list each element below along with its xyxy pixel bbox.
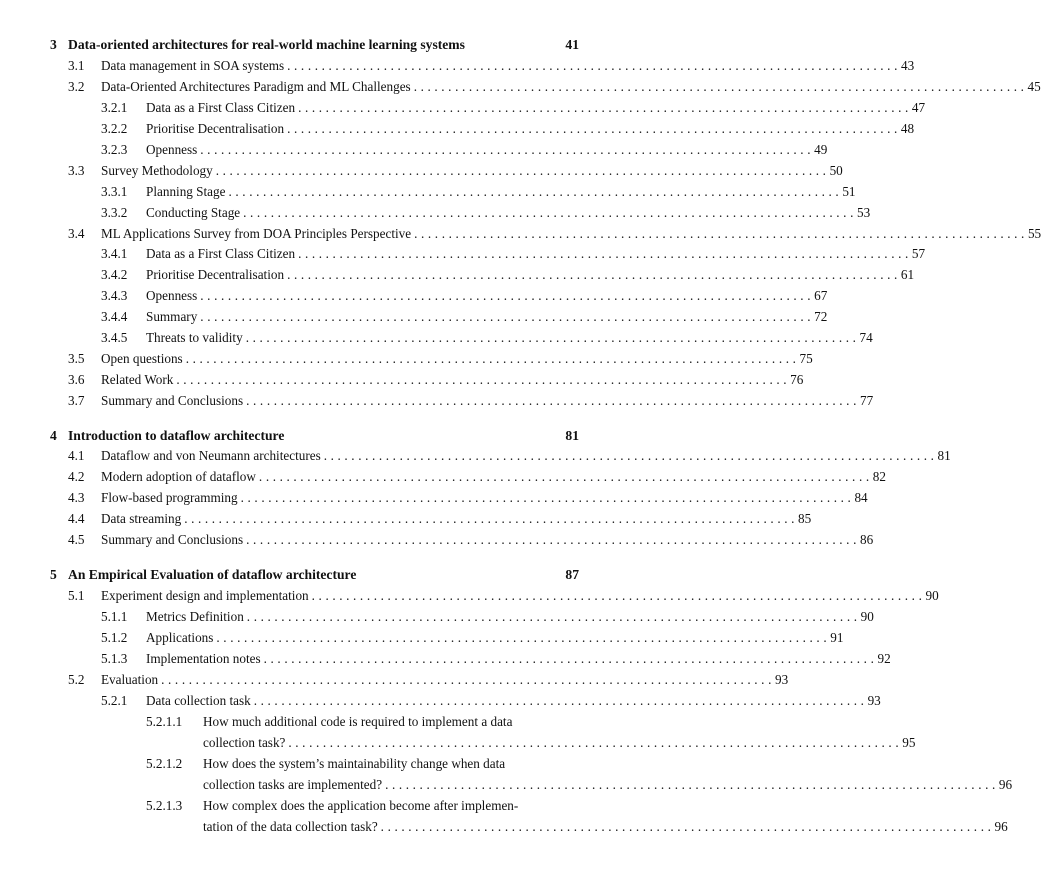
toc-entry[interactable] — [68, 510, 812, 528]
dot-leader: ......................................................................................... — [287, 121, 901, 136]
toc-page: 87 — [565, 567, 579, 582]
toc-number: 3.2.3 — [101, 142, 128, 157]
toc-title: Summary and Conclusions — [101, 531, 246, 549]
dot-leader: ......................................................................................... — [263, 651, 878, 666]
toc-number: 3.7 — [68, 393, 85, 408]
toc-number: 3.3 — [68, 163, 85, 178]
toc-number: 3.6 — [68, 372, 85, 387]
toc-number: 4.4 — [68, 511, 85, 526]
toc-page: 81 — [565, 428, 579, 443]
toc-title: Planning Stage — [146, 183, 229, 201]
toc-page: 61 — [900, 267, 915, 282]
dot-leader: ......................................................................................... — [288, 735, 903, 750]
toc-page: 67 — [814, 288, 828, 303]
toc-number: 5.1.1 — [101, 609, 128, 624]
toc-page: 77 — [859, 393, 874, 408]
toc-entry[interactable] — [101, 650, 891, 668]
toc-title: How does the system’s maintainability change when data — [203, 756, 506, 771]
toc-page: 86 — [859, 532, 874, 547]
toc-page: 96 — [994, 819, 1008, 834]
toc-entry[interactable] — [68, 371, 804, 389]
toc-number: 3.5 — [68, 351, 85, 366]
dot-leader: ......................................................................................... — [176, 372, 791, 387]
toc-page: 48 — [900, 121, 915, 136]
toc-title: Introduction to dataflow architecture — [68, 427, 287, 445]
toc-page: 75 — [799, 351, 813, 366]
dot-leader: ......................................................................................... — [184, 511, 799, 526]
toc-title: Data collection task — [146, 692, 254, 710]
toc-number: 3.4.3 — [101, 288, 128, 303]
toc-page: 85 — [798, 511, 812, 526]
toc-title-continued: collection tasks are implemented? — [203, 776, 385, 794]
toc-title: An Empirical Evaluation of dataflow architecture — [68, 566, 359, 584]
toc-page: 95 — [902, 735, 916, 750]
toc-title: Data as a First Class Citizen — [146, 99, 298, 117]
toc-title: Conducting Stage — [146, 204, 243, 222]
toc-entry[interactable] — [68, 350, 813, 368]
toc-entry[interactable] — [101, 141, 828, 159]
toc-page: 57 — [911, 246, 926, 261]
dot-leader: ......................................................................................... — [413, 79, 1028, 94]
toc-page: 53 — [856, 205, 871, 220]
toc-title: Summary and Conclusions — [101, 392, 246, 410]
toc-page: 49 — [814, 142, 828, 157]
toc-entry[interactable] — [101, 287, 828, 305]
dot-leader: ......................................................................................... — [200, 142, 815, 157]
toc-page: 72 — [814, 309, 828, 324]
dot-leader: ......................................................................................... — [414, 226, 1028, 241]
toc-number: 5.2.1 — [101, 693, 128, 708]
toc-title: Openness — [146, 287, 200, 305]
toc-number: 3.4 — [68, 226, 85, 241]
dot-leader: ......................................................................................... — [200, 309, 815, 324]
toc-entry[interactable] — [101, 99, 926, 117]
toc-number: 5.1.2 — [101, 630, 128, 645]
toc-number: 5.2.1.3 — [146, 798, 183, 813]
toc-entry[interactable] — [101, 183, 856, 201]
toc-number: 3.1 — [68, 58, 85, 73]
dot-leader: ......................................................................................... — [246, 609, 861, 624]
toc-title: Related Work — [101, 371, 176, 389]
toc-entry[interactable] — [50, 36, 579, 54]
toc-page: 43 — [900, 58, 915, 73]
toc-number: 3.2 — [68, 79, 85, 94]
toc-entry[interactable] — [101, 266, 915, 284]
toc-page: 81 — [937, 448, 951, 463]
toc-entry[interactable] — [50, 427, 579, 445]
toc-entry[interactable] — [68, 587, 939, 605]
toc-title: Open questions — [101, 350, 186, 368]
toc-page: 84 — [854, 490, 868, 505]
toc-title: Implementation notes — [146, 650, 264, 668]
dot-leader: ......................................................................................... — [246, 532, 860, 547]
toc-entry[interactable] — [68, 392, 874, 410]
toc-page: 90 — [860, 609, 874, 624]
toc-title: Experiment design and implementation — [101, 587, 312, 605]
toc-number: 4.3 — [68, 490, 85, 505]
dot-leader: ......................................................................................... — [215, 163, 830, 178]
toc-title: Data management in SOA systems — [101, 57, 287, 75]
toc-entry[interactable] — [68, 57, 915, 75]
toc-entry[interactable] — [68, 468, 886, 486]
toc-number: 4.1 — [68, 448, 85, 463]
toc-entry[interactable] — [101, 308, 828, 326]
dot-leader: ......................................................................................... — [245, 330, 860, 345]
toc-number: 5.2 — [68, 672, 85, 687]
toc-number: 5.1 — [68, 588, 85, 603]
toc-entry[interactable] — [50, 566, 579, 584]
toc-number: 3.4.5 — [101, 330, 128, 345]
dot-leader: ......................................................................................... — [385, 777, 999, 792]
toc-entry[interactable] — [101, 120, 915, 138]
toc-title: Data streaming — [101, 510, 184, 528]
dot-leader: ......................................................................................... — [380, 819, 995, 834]
dot-leader: ......................................................................................... — [246, 393, 860, 408]
toc-title: Threats to validity — [146, 329, 246, 347]
toc-title: Survey Methodology — [101, 162, 216, 180]
toc-number: 3.4.4 — [101, 309, 128, 324]
toc-title: Applications — [146, 629, 216, 647]
dot-leader: ......................................................................................... — [287, 267, 901, 282]
dot-leader: ......................................................................................... — [298, 100, 912, 115]
toc-entry[interactable] — [68, 671, 789, 689]
toc-entry[interactable] — [101, 608, 874, 626]
toc-title: Data-Oriented Architectures Paradigm and ML Challenges — [101, 78, 414, 96]
toc-title-continued: tation of the data collection task? — [203, 818, 381, 836]
toc-title: Data as a First Class Citizen — [146, 245, 298, 263]
toc-number: 3.2.1 — [101, 100, 128, 115]
dot-leader: ......................................................................................... — [216, 630, 831, 645]
dot-leader: ......................................................................................... — [253, 693, 868, 708]
toc-entry[interactable] — [101, 204, 871, 222]
toc-entry[interactable] — [101, 629, 844, 647]
toc-title: Summary — [146, 308, 200, 326]
dot-leader: ......................................................................................... — [311, 588, 926, 603]
toc-page: 47 — [911, 100, 926, 115]
toc-page: 91 — [830, 630, 844, 645]
toc-entry[interactable] — [101, 329, 873, 347]
toc-title: Dataflow and von Neumann architectures — [101, 447, 324, 465]
toc-entry[interactable] — [68, 78, 1041, 96]
toc-title: Openness — [146, 141, 200, 159]
toc-number: 5 — [50, 567, 57, 582]
toc-page: 55 — [1027, 226, 1041, 241]
toc-title: How much additional code is required to implement a data — [203, 714, 513, 729]
toc-number: 3.2.2 — [101, 121, 128, 136]
dot-leader: ......................................................................................... — [161, 672, 775, 687]
toc-number: 5.1.3 — [101, 651, 128, 666]
toc-number: 5.2.1.1 — [146, 714, 183, 729]
toc-page: 96 — [998, 777, 1013, 792]
toc-number: 3.4.1 — [101, 246, 128, 261]
toc-entry[interactable] — [68, 489, 868, 507]
dot-leader: ......................................................................................... — [200, 288, 815, 303]
toc-number: 5.2.1.2 — [146, 756, 183, 771]
dot-leader: ......................................................................................... — [258, 469, 873, 484]
toc-entry[interactable] — [68, 531, 874, 549]
toc-title: ML Applications Survey from DOA Principles Perspective — [101, 225, 414, 243]
toc-page: 45 — [1027, 79, 1041, 94]
toc-entry[interactable] — [101, 245, 926, 263]
toc-title: Flow-based programming — [101, 489, 241, 507]
dot-leader: ......................................................................................... — [287, 58, 901, 73]
toc-title: Metrics Definition — [146, 608, 247, 626]
toc-page: 41 — [565, 37, 579, 52]
toc-entry[interactable] — [68, 162, 843, 180]
toc-page: 93 — [867, 693, 881, 708]
toc-page: 82 — [872, 469, 886, 484]
toc-page: 50 — [829, 163, 843, 178]
toc-page: 76 — [790, 372, 804, 387]
toc-title-continued: collection task? — [203, 734, 288, 752]
toc-title: How complex does the application become after implemen- — [203, 798, 519, 813]
toc-title: Prioritise Decentralisation — [146, 120, 287, 138]
toc-number: 3.3.1 — [101, 184, 128, 199]
toc-entry[interactable] — [101, 692, 881, 710]
toc-number: 4.2 — [68, 469, 85, 484]
toc-title: Data-oriented architectures for real-world machine learning systems — [68, 36, 468, 54]
dot-leader: ......................................................................................... — [323, 448, 938, 463]
toc-title: Evaluation — [101, 671, 161, 689]
toc-title: Modern adoption of dataflow — [101, 468, 259, 486]
dot-leader: ......................................................................................... — [228, 184, 843, 199]
toc-number: 4 — [50, 428, 57, 443]
toc-number: 4.5 — [68, 532, 85, 547]
dot-leader: ......................................................................................... — [185, 351, 800, 366]
toc-entry[interactable] — [68, 225, 1041, 243]
dot-leader: ......................................................................................... — [240, 490, 855, 505]
toc-number: 3.3.2 — [101, 205, 128, 220]
toc-page: 51 — [842, 184, 856, 199]
toc-number: 3.4.2 — [101, 267, 128, 282]
toc-page: 92 — [877, 651, 891, 666]
toc-number: 3 — [50, 37, 57, 52]
dot-leader: ......................................................................................... — [243, 205, 857, 220]
toc-page: 90 — [925, 588, 939, 603]
toc-page: 74 — [859, 330, 873, 345]
toc-page: 93 — [774, 672, 789, 687]
toc-entry[interactable] — [68, 447, 951, 465]
dot-leader: ......................................................................................... — [298, 246, 912, 261]
toc-title: Prioritise Decentralisation — [146, 266, 287, 284]
